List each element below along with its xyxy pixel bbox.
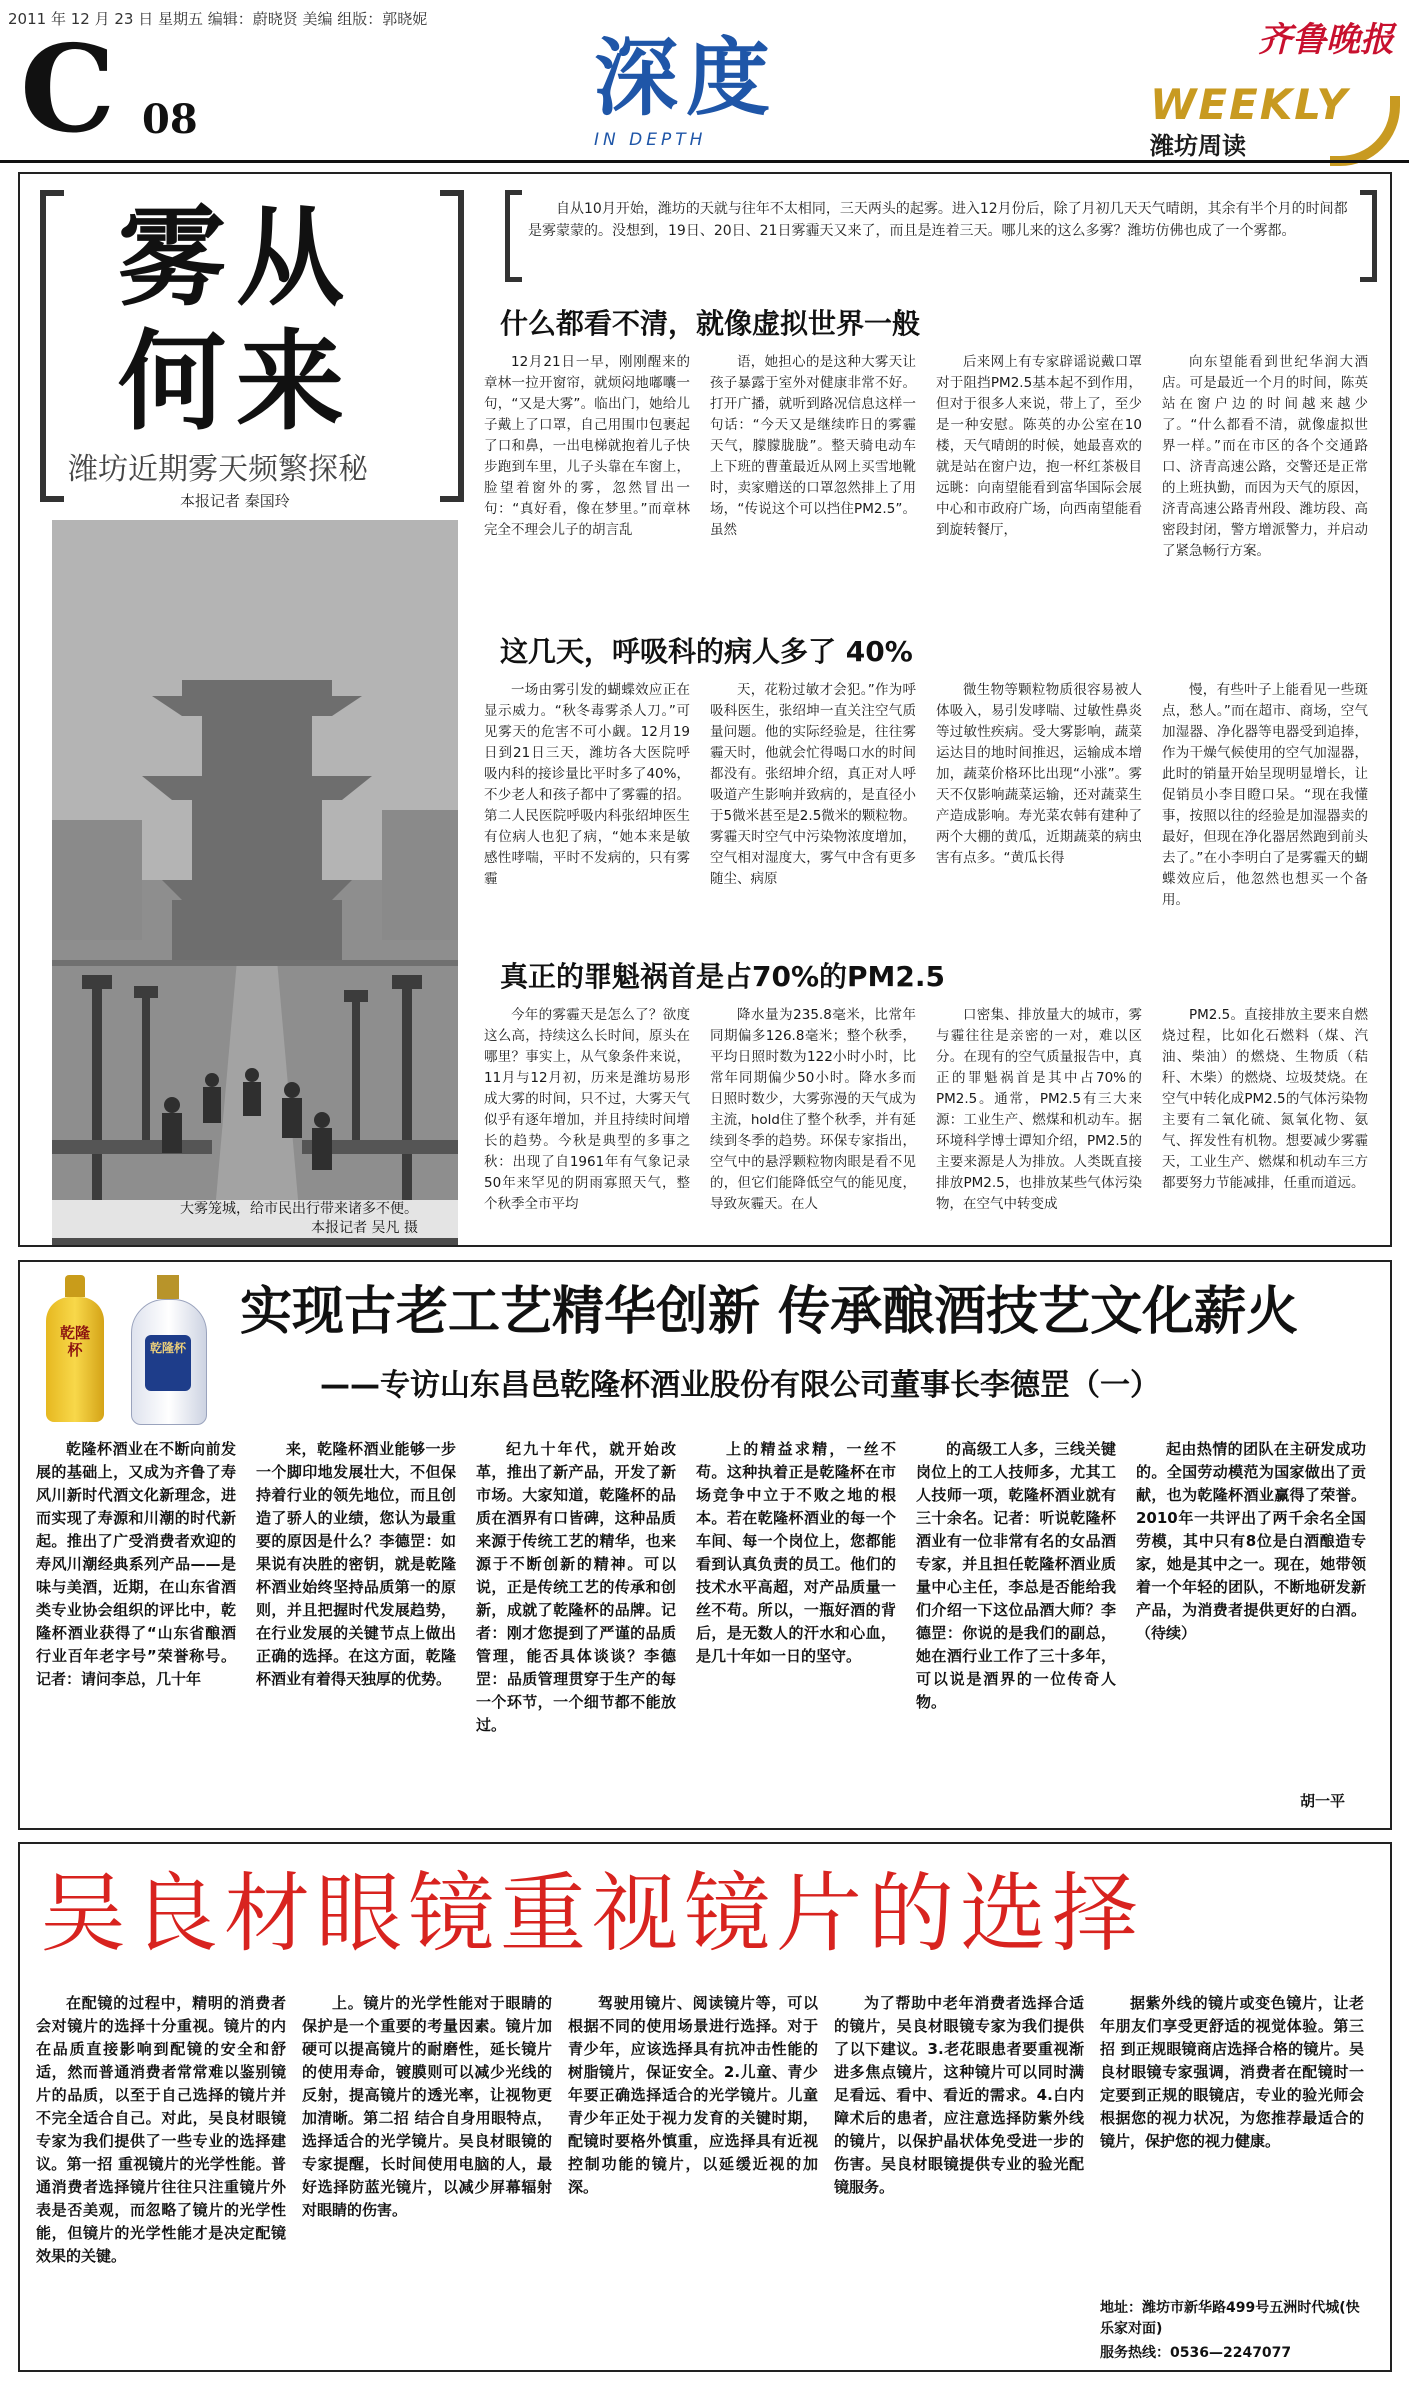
page-number: 08 [142,96,198,143]
section-title: 深度 [594,29,779,127]
bottle-label-2: 乾隆杯 [149,1341,186,1355]
ad2-address: 地址：潍坊市新华路499号五洲时代城(快乐家对面) [1100,2300,1360,2337]
ad1-col-3: 纪九十年代，就开始改革，推出了新产品，开发了新市场。大家知道，乾隆杯的品质在酒界有口皆碑，这种品质来源于传统工艺的精华，也来源于不断创新的精神。可以说，正是传统工艺的传承和创新，成就了乾隆杯的品牌。记者：刚才您提到了严谨的品质管理，能否具体谈谈？李德罡：品质管理贯穿于生产的每一个环节，一个细节都不能放过。 [476,1440,676,1734]
ad2-col-4: 为了帮助中老年消费者选择合适的镜片，吴良材眼镜专家为我们提供了以下建议。3.老花眼患者要重视渐进多焦点镜片，这种镜片可以同时满足看远、看中、看近的需求。4.白内障术后的患者，应注意选择防紫外线的镜片，以保护晶状体免受进一步的伤害。吴良材眼镜提供专业的验光配镜服务。 [834,1994,1084,2196]
page-letter: C [20,19,116,160]
ad1-col-1: 乾隆杯酒业在不断向前发展的基础上，又成为齐鲁了寿风川新时代酒文化新理念，进而实现了寿源和川潮的时代新起。推出了广受消费者欢迎的寿风川潮经典系列产品——是味与美酒，近期，在山东省酒类专业协会组织的评比中，乾隆杯酒业获得了“山东省酿酒行业百年老字号”荣誉称号。记者：请问李总，几十年 [36,1440,236,1688]
ad1-title: 实现古老工艺精华创新 传承酿酒技艺文化薪火 [240,1281,1299,1342]
date-editor-line: 2011 年 12 月 23 日 星期五 编辑：蔚晓贤 美编 组版：郭晓妮 [8,10,428,28]
section-3-col-4: PM2.5。直接排放主要来自燃烧过程，比如化石燃料（煤、汽油、柴油）的燃烧、生物质（秸秆、木柴）的燃烧、垃圾焚烧。在空气中转化成PM2.5的气体污染物主要有二氧化硫、氮氧化物、氨气、挥发性有机物。想要减少雾霾天，工业生产、燃煤和机动车三方都要努力节能减排，任重而道远。 [1162,1007,1368,1191]
section-1-title: 什么都看不清，就像虚拟世界一般 [500,307,921,340]
section-3-title: 真正的罪魁祸首是占70%的PM2.5 [500,960,946,993]
brand-logo: 齐鲁晚报 [1258,20,1394,60]
lead-bracket-left [505,190,522,282]
ad2-col-5: 据紫外线的镜片或变色镜片，让老年朋友们享受更舒适的视觉体验。第三招 到正规眼镜商店选择合格的镜片。吴良材眼镜专家强调，消费者在配镜时一定要到正规的眼镜店，专业的验光师会根据您的视力状况，为您推荐最适合的镜片，保护您的视力健康。 [1100,1994,1364,2150]
ad1-col-6: 起由热情的团队在主研发成功的。全国劳动模范为国家做出了贡献，也为乾隆杯酒业赢得了荣誉。2010年一共评出了两千余名全国劳模，其中只有8位是白酒酿造专家，她是其中之一。现在，她带领着一个年轻的团队，不断地研发新产品，为消费者提供更好的白酒。（待续） [1136,1440,1366,1642]
photo-credit: 本报记者 吴凡 摄 [311,1220,418,1236]
ad1-col-2: 来，乾隆杯酒业能够一步一个脚印地发展壮大，不但保持着行业的领先地位，而且创造了骄人的业绩，您认为最重要的原因是什么？李德罡：如果说有决胜的密钥，就是乾隆杯酒业始终坚持品质第一的原则，并且把握时代发展趋势，在行业发展的关键节点上做出正确的选择。在这方面，乾隆杯酒业有着得天独厚的优势。 [256,1440,456,1688]
section-2-title: 这几天，呼吸科的病人多了 40% [500,635,913,668]
section-1-col-2: 语，她担心的是这种大雾天让孩子暴露于室外对健康非常不好。打开广播，就听到路况信息这样一句话：“今天又是继续昨日的雾霾天气，朦朦胧胧”。整天骑电动车上下班的曹董最近从网上买雪地靴时，卖家赠送的口罩忽然排上了用场，“传说这个可以挡住PM2.5”。虽然 [710,354,916,538]
photo-caption [52,1200,458,1238]
section-2-col-4: 慢，有些叶子上能看见一些斑点，愁人。”而在超市、商场，空气加湿器、净化器等电器受到追捧，作为干燥气候使用的空气加湿器，此时的销量开始呈现明显增长，让促销员小李目瞪口呆。“现在我懂事，按照以往的经验是加湿器卖的最好，但现在净化器居然跑到前头去了。”在小李明白了是雾霾天的蝴蝶效应后，他忽然也想买一个备用。 [1162,682,1368,908]
headline-line-1: 雾从 [118,195,355,321]
masthead [0,0,1409,162]
ad2-col-1: 在配镜的过程中，精明的消费者会对镜片的选择十分重视。镜片的内在品质直接影响到配镜的安全和舒适，然而普通消费者常常难以鉴别镜片的品质，以至于自己选择的镜片并不完全适合自己。对此，吴良材眼镜专家为我们提供了一些专业的选择建议。第一招 重视镜片的光学性能。普通消费者选择镜片往往只注重镜片外表是否美观，而忽略了镜片的光学性能，但镜片的光学性能才是决定配镜效果的关键。 [36,1994,286,2265]
weekly-swoosh-icon [1330,96,1400,166]
section-2-col-1: 一场由雾引发的蝴蝶效应正在显示威力。“秋冬毒雾杀人刀。”可见雾天的危害不可小觑。12月19日到21日三天，潍坊各大医院呼吸内科的接诊量比平时多了40%，不少老人和孩子都中了雾霾的招。第二人民医院呼吸内科张绍坤医生有位病人也犯了病，“她本来是敏感性哮喘，平时不发病的，只有雾霾 [484,682,690,887]
liquor-bottle-blue [125,1275,210,1425]
ad1-subtitle: ——专访山东昌邑乾隆杯酒业股份有限公司董事长李德罡（一） [320,1368,1160,1403]
section-3-col-1: 今年的雾霾天是怎么了？欲度这么高，持续这么长时间，原头在哪里？事实上，从气象条件来说，11月与12月初，历来是潍坊易形成大雾的时间，只不过，大雾天气似乎有逐年增加，并且持续时间增长的趋势。今秋是典型的多事之秋：出现了自1961年有气象记录50年来罕见的阴雨寡照天气，整个秋季全市平均 [484,1007,690,1212]
ad1-signature: 胡一平 [1300,1792,1346,1810]
section-1-col-4: 向东望能看到世纪华润大酒店。可是最近一个月的时间，陈英站在窗户边的时间越来越少了。“什么都看不清，就像虚拟世界一样。”而在市区的各个交通路口、济青高速公路，交警还是正常的上班执勤，而因为天气的原因，济青高速公路青州段、潍坊段、高密段封闭，警方增派警力，并启动了紧急畅行方案。 [1162,354,1368,559]
liquor-bottle-yellow [40,1275,110,1425]
ad1-col-4: 上的精益求精，一丝不苟。这种执着正是乾隆杯在市场竞争中立于不败之地的根本。若在乾隆杯酒业的每一个车间、每一个岗位上，您都能看到认真负责的员工。他们的技术水平高超，对产品质量一丝不苟。所以，一瓶好酒的背后，是无数人的汗水和心血，是几十年如一日的坚守。 [696,1440,896,1665]
section-2-col-2: 天，花粉过敏才会犯。”作为呼吸科医生，张绍坤一直关注空气质量问题。他的实际经验是，往往雾霾天时，他就会忙得喝口水的时间都没有。张绍坤介绍，真正对人呼吸道产生影响并致病的，是直径小于5微米甚至是2.5微米的颗粒物。雾霾天时空气中污染物浓度增加，空气相对湿度大，雾气中含有更多随尘、病原 [710,682,916,887]
section-1-col-1: 12月21日一早，刚刚醒来的章林一拉开窗帘，就烦闷地嘟囔一句，“又是大雾”。临出门，她给儿子戴上了口罩，自己用围巾包裹起了口和鼻，一出电梯就抱着儿子快步跑到车里，儿子头靠在车窗上，脸望着窗外的雾，忽然冒出一句：“真好看，像在梦里。”而章林完全不理会儿子的胡言乱 [484,354,690,538]
fog-city-photo [52,520,458,1245]
feature-subtitle: 潍坊近期雾天频繁探秘 [68,452,368,487]
bottle-label-1: 乾隆杯 [59,1324,90,1359]
fog-scene-illustration [52,520,458,1245]
section-3-col-2: 降水量为235.8毫米，比常年同期偏多126.8毫米；整个秋季，平均日照时数为122小时小时，比常年同期偏少50小时。降水多而日照时数少，大雾弥漫的天气成为主流，hold住了整个秋季，并有延续到冬季的趋势。环保专家指出，空气中的悬浮颗粒物肉眼是看不见的，但它们能降低空气的能见度，导致灰霾天。在人 [710,1007,916,1212]
weekly-wordmark: WEEKLY [1150,80,1349,129]
headline-bracket-left [40,190,64,502]
section-3-col-3: 口密集、排放量大的城市，雾与霾往往是亲密的一对，难以区分。在现有的空气质量报告中，真正的罪魁祸首是其中占70%的PM2.5。通常，PM2.5有三大来源：工业生产、燃煤和机动车。据环境科学博士谭知介绍，PM2.5的主要来源是人为排放。人类既直接排放PM2.5，也排放某些气体污染物，在空气中转变成 [936,1007,1142,1212]
photo-caption-text: 大雾笼城，给市民出行带来诸多不便。 [180,1201,418,1217]
headline-line-2: 何来 [118,319,355,445]
section-1-col-3: 后来网上有专家辟谣说戴口罩对于阻挡PM2.5基本起不到作用，但对于很多人来说，带上了，至少是一种安慰。陈英的办公室在10楼，天气晴朗的时候，她最喜欢的就是站在窗户边，抱一杯红茶极目远眺：向南望能看到富华国际会展中心和市政府广场，向西南望能看到旋转餐厅， [936,354,1142,538]
ad2-hotline: 服务热线：0536—2247077 [1100,2345,1292,2361]
ad2-col-2: 上。镜片的光学性能对于眼睛的保护是一个重要的考量因素。镜片加硬可以提高镜片的耐磨性，延长镜片的使用寿命，镀膜则可以减少光线的反射，提高镜片的透光率，让视物更加清晰。第二招 结合自身用眼特点，选择适合的光学镜片。吴良材眼镜的专家提醒，长时间使用电脑的人，最好选择防蓝光镜片，以减少屏幕辐射对眼睛的伤害。 [302,1994,552,2219]
lead-paragraph: 自从10月开始，潍坊的天就与往年不太相同，三天两头的起雾。进入12月份后，除了月初几天天气晴朗，其余有半个月的时间都是雾蒙蒙的。没想到，19日、20日、21日雾霾天又来了，而且是连着三天。哪儿来的这么多雾？潍坊仿佛也成了一个雾都。 [528,201,1348,239]
ad1-col-5: 的高级工人多，三线关键岗位上的工人技师多，尤其工人技师一项，乾隆杯酒业就有三十余名。记者：听说乾隆杯酒业有一位非常有名的女品酒专家，并且担任乾隆杯酒业质量中心主任，李总是否能给我们介绍一下这位品酒大师？李德罡：你说的是我们的副总，她在酒行业工作了三十多年，可以说是酒界的一位传奇人物。 [916,1440,1116,1711]
feature-byline: 本报记者 秦国玲 [180,492,290,510]
section-subtitle: IN DEPTH [594,130,707,150]
headline-bracket-right [440,190,464,502]
section-2-col-3: 微生物等颗粒物质很容易被人体吸入，易引发哮喘、过敏性鼻炎等过敏性疾病。受大雾影响，蔬菜运达目的地时间推迟，运输成本增加，蔬菜价格环比出现“小涨”。雾天不仅影响蔬菜运输，还对蔬菜生产造成影响。寿光菜农韩有建种了两个大棚的黄瓜，近期蔬菜的病虫害有点多。“黄瓜长得 [936,682,1142,866]
ad2-title: 吴良材眼镜重视镜片的选择 [40,1864,1144,1964]
weekly-subtitle: 潍坊周读 [1150,132,1246,160]
lead-bracket-right [1360,190,1377,282]
masthead-rule [0,160,1409,163]
ad2-col-3: 驾驶用镜片、阅读镜片等，可以根据不同的使用场景进行选择。对于青少年，应该选择具有抗冲击性能的树脂镜片，保证安全。2.儿童、青少年要正确选择适合的光学镜片。儿童青少年正处于视力发育的关键时期，配镜时要格外慎重，应选择具有近视控制功能的镜片，以延缓近视的加深。 [568,1994,818,2196]
